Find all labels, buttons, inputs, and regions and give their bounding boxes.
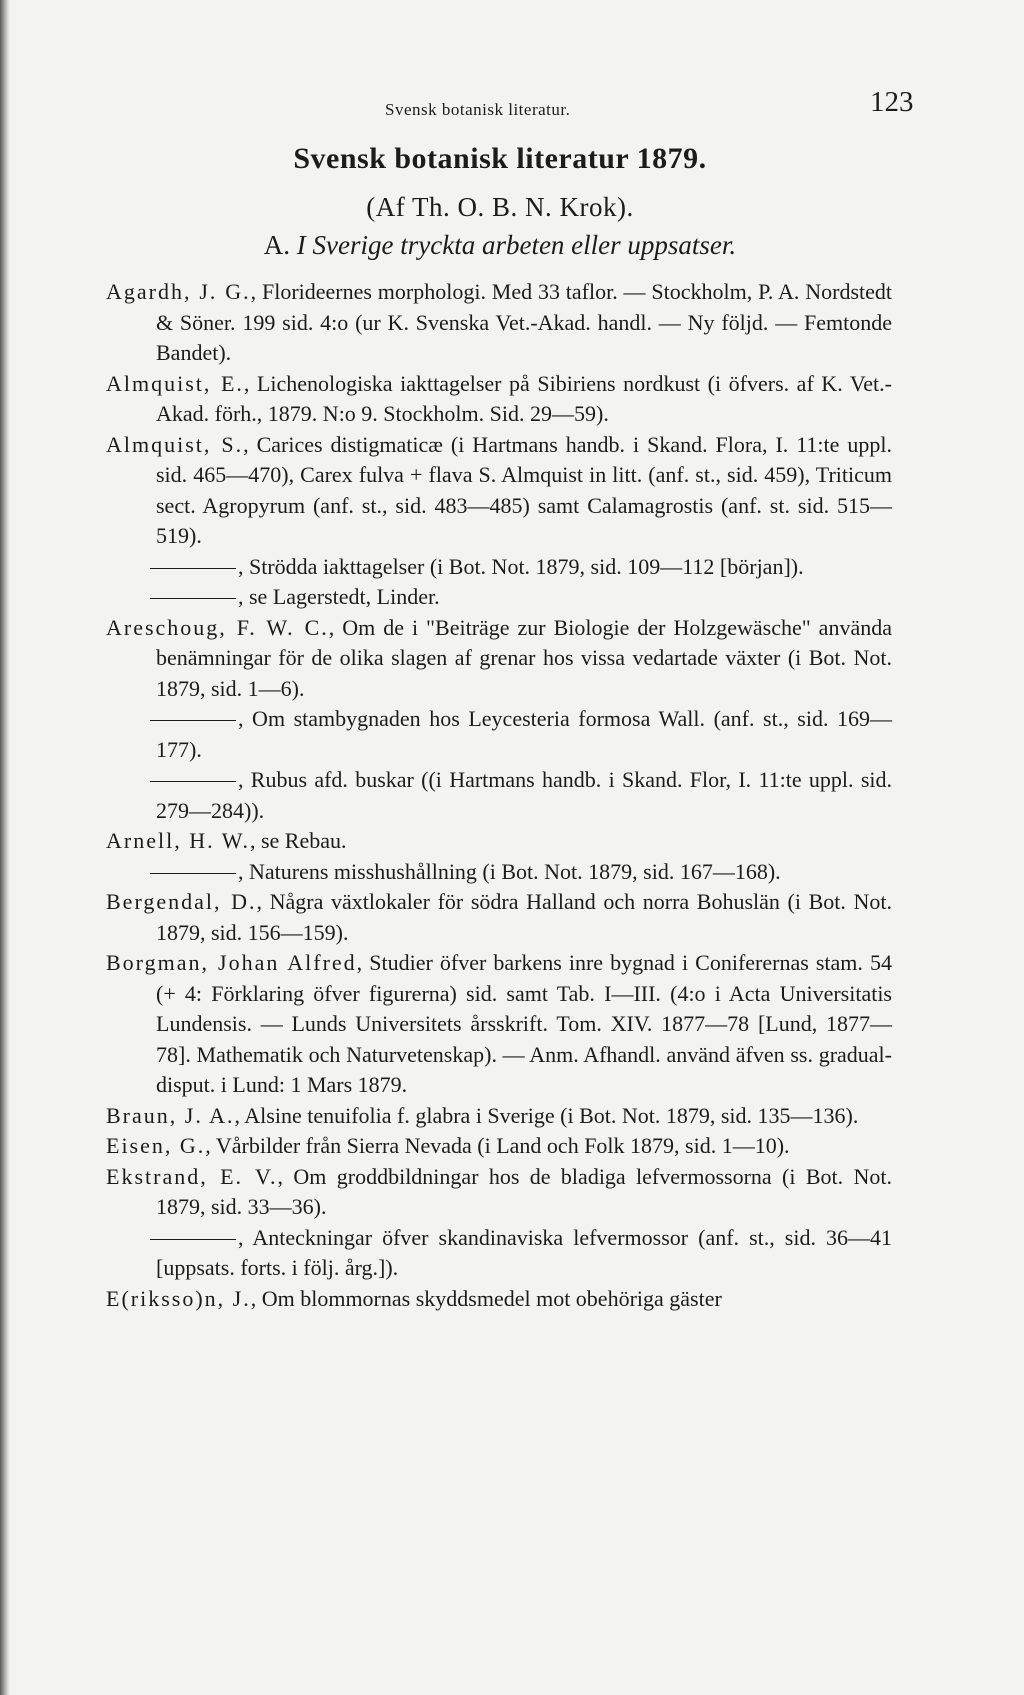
entry-text: , se Rebau. [249, 828, 347, 853]
bibliography-entry [106, 582, 892, 613]
bibliography-entry [106, 552, 892, 583]
running-title: Svensk botanisk literatur. [385, 100, 571, 119]
bibliography-entry [106, 369, 892, 430]
entry-author: Almquist, E. [106, 370, 244, 396]
ditto-dash [150, 1239, 236, 1240]
ditto-dash [150, 781, 236, 782]
entry-author: Bergendal, D. [106, 889, 257, 914]
entry-author: Almquist, S. [106, 431, 244, 457]
section-heading [0, 230, 1000, 261]
entry-text: , Om groddbildningar hos de bladiga lefvermossorna (i Bot. Not. 1879, sid. 33—36). [156, 1163, 892, 1219]
entry-text: , Om de i "Beiträge zur Biologie der Holzgewäsche" använda benämningar för de olika slagen af grenar hos vissa vedartade växter (i Bot. Not. 1879, sid. 1—6). [156, 614, 892, 701]
bibliography-entry [106, 704, 892, 765]
entry-text: , Rubus afd. buskar ((i Hartmans handb. i Skand. Flor, I. 11:te uppl. sid. 279—284)). [156, 767, 892, 823]
entry-text: , Naturens misshushållning (i Bot. Not. 1879, sid. 167—168). [238, 858, 781, 884]
bibliography-entry [106, 948, 892, 1101]
byline: (Af Th. O. B. N. Krok). [366, 192, 634, 222]
entry-author: Areschoug, F. W. C. [106, 614, 329, 640]
entry-author: Ekstrand, E. V. [106, 1163, 278, 1189]
page-number: 123 [870, 86, 914, 118]
entry-text: , Lichenologiska iakttagelser på Sibiriens nordkust (i öfvers. af K. Vet.-Akad. förh., 1879. N:o 9. Stockholm. Sid. 29—59). [156, 370, 892, 426]
ditto-dash [150, 720, 236, 721]
entry-author: Arnell, H. W. [106, 828, 250, 853]
entry-text: , se Lagerstedt, Linder. [238, 584, 440, 609]
bibliography-entry [106, 430, 892, 552]
entry-text: , Vårbilder från Sierra Nevada (i Land och Folk 1879, sid. 1—10). [205, 1133, 790, 1158]
entry-author: Agardh, J. G. [106, 279, 251, 304]
ditto-dash [150, 568, 236, 569]
bibliography-entry [106, 277, 892, 369]
entry-text: , Om blommornas skyddsmedel mot obehöriga gäster [250, 1285, 722, 1311]
bibliography-entry [106, 765, 892, 826]
entry-text: , Studier öfver barkens inre bygnad i Coniferernas stam. 54 (+ 4: Förklaring öfver figurerna) sid. samt Tab. I—III. (4:o i Acta Universitatis Lundensis. — Lunds Universitets årsskrift. Tom. XIV. 1877—78 [Lund, 1877—78]. Mathematik och Naturvetenskap). — Anm. Afhandl. använd äfven ss. gradual-disput. i Lund: 1 Mars 1879. [156, 950, 892, 1097]
bibliography-entry [106, 887, 892, 948]
entry-text: , Anteckningar öfver skandinaviska lefvermossor (anf. st., sid. 36—41 [uppsats. forts. i följ. årg.]). [156, 1224, 892, 1280]
bibliography-entry [106, 826, 892, 857]
bibliography-entry [106, 613, 892, 705]
section-label: A. [263, 230, 291, 260]
bibliography-entry [106, 857, 892, 888]
page-title: Svensk botanisk literatur 1879. [293, 142, 707, 175]
bibliography-entry [106, 1131, 892, 1162]
bibliography-entry [106, 1101, 892, 1132]
entry-text: , Carices distigmaticæ (i Hartmans handb. i Skand. Flora, I. 11:te uppl. sid. 465—470), Carex fulva + flava S. Almquist in litt. (anf. st., sid. 459), Triticum sect. Agropyrum (anf. st., sid. 483—485) samt Calamagrostis (anf. st. sid. 515—519). [156, 431, 892, 548]
entry-text: , Strödda iakttagelser (i Bot. Not. 1879, sid. 109—112 [början]). [238, 553, 804, 579]
entry-author: Eisen, G. [106, 1133, 206, 1158]
entry-text: , Florideernes morphologi. Med 33 taflor. — Stockholm, P. A. Nordstedt & Söner. 199 sid. 4:o (ur K. Svenska Vet.-Akad. handl. — Ny följd. — Femtonde Bandet). [156, 279, 892, 365]
bibliography-entry [106, 1284, 892, 1315]
entry-text: , Om stambygnaden hos Leycesteria formosa Wall. (anf. st., sid. 169—177). [156, 706, 892, 762]
entry-text: , Några växtlokaler för södra Halland och norra Bohuslän (i Bot. Not. 1879, sid. 156—159). [156, 889, 892, 945]
ditto-dash [150, 598, 236, 599]
entry-author: Braun, J. A. [106, 1102, 235, 1128]
section-title: I Sverige tryckta arbeten eller uppsatser. [296, 230, 737, 260]
entry-text: , Alsine tenuifolia f. glabra i Sverige (i Bot. Not. 1879, sid. 135—136). [234, 1102, 859, 1128]
bibliography-entry [106, 1162, 892, 1223]
ditto-dash [150, 873, 236, 874]
entry-author: E(riksso)n, J. [106, 1285, 251, 1311]
bibliography-list [106, 277, 892, 1314]
bibliography-entry [106, 1223, 892, 1284]
entry-author: Borgman, Johan Alfred [106, 950, 357, 975]
